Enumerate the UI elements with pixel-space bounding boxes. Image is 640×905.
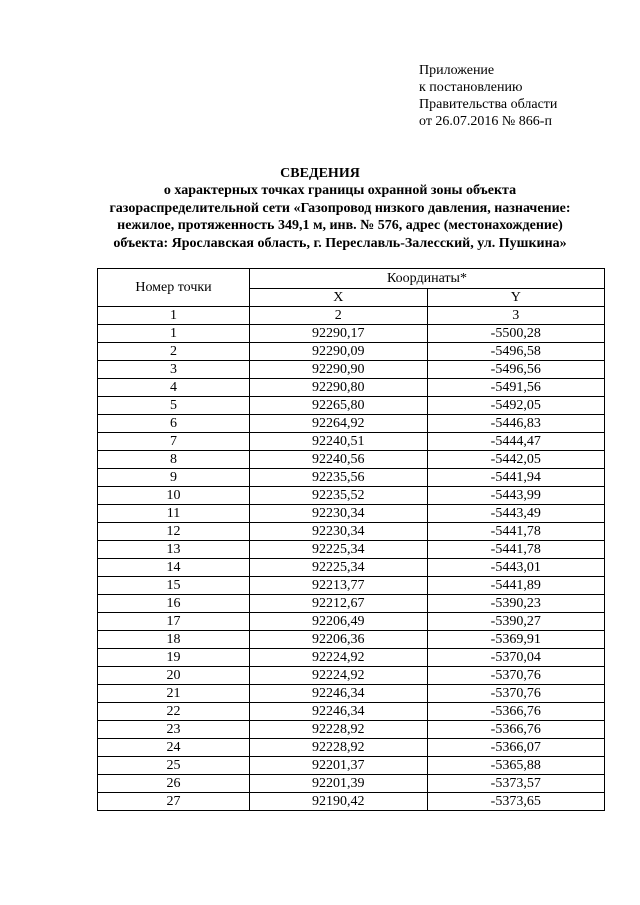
point-number-cell: 15 bbox=[98, 577, 250, 595]
x-coordinate-cell: 92235,52 bbox=[250, 487, 428, 505]
point-number-cell: 2 bbox=[98, 343, 250, 361]
x-coordinate-cell: 92201,39 bbox=[250, 775, 428, 793]
point-number-cell: 12 bbox=[98, 523, 250, 541]
y-coordinate-cell: -5366,76 bbox=[427, 703, 605, 721]
point-number-cell: 11 bbox=[98, 505, 250, 523]
y-coordinate-cell: -5444,47 bbox=[427, 433, 605, 451]
x-coordinate-cell: 92212,67 bbox=[250, 595, 428, 613]
y-coordinate-cell: -5366,07 bbox=[427, 739, 605, 757]
x-coordinate-cell: 92230,34 bbox=[250, 505, 428, 523]
point-number-cell: 13 bbox=[98, 541, 250, 559]
table-row bbox=[98, 595, 605, 613]
table-row bbox=[98, 379, 605, 397]
y-coordinate-cell: -5492,05 bbox=[427, 397, 605, 415]
table-row bbox=[98, 775, 605, 793]
x-coordinate-cell: 92290,80 bbox=[250, 379, 428, 397]
y-coordinate-cell: -5373,65 bbox=[427, 793, 605, 811]
y-coordinate-cell: -5369,91 bbox=[427, 631, 605, 649]
point-number-cell: 21 bbox=[98, 685, 250, 703]
column-number-row bbox=[98, 307, 605, 325]
table-row bbox=[98, 415, 605, 433]
table-row bbox=[98, 793, 605, 811]
y-coordinate-cell: -5441,94 bbox=[427, 469, 605, 487]
y-coordinate-cell: -5373,57 bbox=[427, 775, 605, 793]
point-number-cell: 6 bbox=[98, 415, 250, 433]
table-row bbox=[98, 613, 605, 631]
point-number-cell: 14 bbox=[98, 559, 250, 577]
table-row bbox=[98, 343, 605, 361]
appendix-line: к постановлению bbox=[419, 80, 523, 95]
x-coordinate-cell: 92265,80 bbox=[250, 397, 428, 415]
subtitle-line: объекта: Ярославская область, г. Переславль-Залесский, ул. Пушкина» bbox=[113, 235, 567, 251]
x-coordinate-cell: 92290,17 bbox=[250, 325, 428, 343]
point-number-cell: 20 bbox=[98, 667, 250, 685]
x-coordinate-cell: 92246,34 bbox=[250, 703, 428, 721]
y-coordinate-cell: -5390,23 bbox=[427, 595, 605, 613]
document-subtitle bbox=[60, 182, 620, 252]
appendix-line: от 26.07.2016 № 866-п bbox=[419, 114, 552, 129]
point-number-cell: 1 bbox=[98, 325, 250, 343]
table-row bbox=[98, 523, 605, 541]
x-coordinate-cell: 92240,56 bbox=[250, 451, 428, 469]
table-row bbox=[98, 685, 605, 703]
y-coordinate-cell: -5390,27 bbox=[427, 613, 605, 631]
column-number: 3 bbox=[427, 307, 605, 325]
y-coordinate-cell: -5370,76 bbox=[427, 685, 605, 703]
header-x: X bbox=[250, 289, 428, 307]
x-coordinate-cell: 92225,34 bbox=[250, 541, 428, 559]
header-coordinates: Координаты* bbox=[250, 269, 605, 289]
point-number-cell: 4 bbox=[98, 379, 250, 397]
y-coordinate-cell: -5370,76 bbox=[427, 667, 605, 685]
point-number-cell: 9 bbox=[98, 469, 250, 487]
table-row bbox=[98, 559, 605, 577]
y-coordinate-cell: -5365,88 bbox=[427, 757, 605, 775]
x-coordinate-cell: 92228,92 bbox=[250, 739, 428, 757]
x-coordinate-cell: 92240,51 bbox=[250, 433, 428, 451]
y-coordinate-cell: -5370,04 bbox=[427, 649, 605, 667]
point-number-cell: 3 bbox=[98, 361, 250, 379]
x-coordinate-cell: 92190,42 bbox=[250, 793, 428, 811]
x-coordinate-cell: 92290,09 bbox=[250, 343, 428, 361]
point-number-cell: 25 bbox=[98, 757, 250, 775]
table-row bbox=[98, 667, 605, 685]
subtitle-line: газораспределительной сети «Газопровод низкого давления, назначение: bbox=[109, 200, 571, 216]
x-coordinate-cell: 92224,92 bbox=[250, 667, 428, 685]
table-row bbox=[98, 721, 605, 739]
x-coordinate-cell: 92224,92 bbox=[250, 649, 428, 667]
table-row bbox=[98, 433, 605, 451]
subtitle-line: о характерных точках границы охранной зоны объекта bbox=[163, 183, 517, 198]
point-number-cell: 8 bbox=[98, 451, 250, 469]
point-number-cell: 26 bbox=[98, 775, 250, 793]
y-coordinate-cell: -5441,89 bbox=[427, 577, 605, 595]
table-row bbox=[98, 631, 605, 649]
y-coordinate-cell: -5443,01 bbox=[427, 559, 605, 577]
x-coordinate-cell: 92213,77 bbox=[250, 577, 428, 595]
x-coordinate-cell: 92206,49 bbox=[250, 613, 428, 631]
x-coordinate-cell: 92235,56 bbox=[250, 469, 428, 487]
point-number-cell: 16 bbox=[98, 595, 250, 613]
y-coordinate-cell: -5446,83 bbox=[427, 415, 605, 433]
subtitle-line: нежилое, протяженность 349,1 м, инв. № 576, адрес (местонахождение) bbox=[117, 218, 563, 233]
point-number-cell: 22 bbox=[98, 703, 250, 721]
header-y: Y bbox=[427, 289, 605, 307]
point-number-cell: 19 bbox=[98, 649, 250, 667]
table-row bbox=[98, 541, 605, 559]
column-number: 2 bbox=[250, 307, 428, 325]
y-coordinate-cell: -5442,05 bbox=[427, 451, 605, 469]
table-row bbox=[98, 649, 605, 667]
appendix-line: Приложение bbox=[419, 63, 495, 78]
table-row bbox=[98, 361, 605, 379]
x-coordinate-cell: 92206,36 bbox=[250, 631, 428, 649]
point-number-cell: 7 bbox=[98, 433, 250, 451]
column-number: 1 bbox=[98, 307, 250, 325]
y-coordinate-cell: -5496,56 bbox=[427, 361, 605, 379]
y-coordinate-cell: -5496,58 bbox=[427, 343, 605, 361]
point-number-cell: 23 bbox=[98, 721, 250, 739]
table-row bbox=[98, 757, 605, 775]
y-coordinate-cell: -5491,56 bbox=[427, 379, 605, 397]
point-number-cell: 24 bbox=[98, 739, 250, 757]
table-row bbox=[98, 703, 605, 721]
document-title: СВЕДЕНИЯ bbox=[280, 166, 360, 181]
y-coordinate-cell: -5441,78 bbox=[427, 523, 605, 541]
y-coordinate-cell: -5366,76 bbox=[427, 721, 605, 739]
coordinates-table bbox=[97, 268, 605, 811]
x-coordinate-cell: 92264,92 bbox=[250, 415, 428, 433]
header-point-number: Номер точки bbox=[98, 269, 250, 307]
point-number-cell: 5 bbox=[98, 397, 250, 415]
x-coordinate-cell: 92228,92 bbox=[250, 721, 428, 739]
point-number-cell: 10 bbox=[98, 487, 250, 505]
x-coordinate-cell: 92230,34 bbox=[250, 523, 428, 541]
y-coordinate-cell: -5443,99 bbox=[427, 487, 605, 505]
x-coordinate-cell: 92201,37 bbox=[250, 757, 428, 775]
table-row bbox=[98, 505, 605, 523]
table-row bbox=[98, 577, 605, 595]
table-row bbox=[98, 451, 605, 469]
y-coordinate-cell: -5443,49 bbox=[427, 505, 605, 523]
table-row bbox=[98, 487, 605, 505]
x-coordinate-cell: 92290,90 bbox=[250, 361, 428, 379]
point-number-cell: 27 bbox=[98, 793, 250, 811]
table-row bbox=[98, 397, 605, 415]
table-row bbox=[98, 469, 605, 487]
appendix-line: Правительства области bbox=[419, 97, 558, 112]
y-coordinate-cell: -5500,28 bbox=[427, 325, 605, 343]
point-number-cell: 18 bbox=[98, 631, 250, 649]
y-coordinate-cell: -5441,78 bbox=[427, 541, 605, 559]
table-row bbox=[98, 325, 605, 343]
x-coordinate-cell: 92225,34 bbox=[250, 559, 428, 577]
point-number-cell: 17 bbox=[98, 613, 250, 631]
appendix-block bbox=[419, 62, 557, 130]
table-header-row bbox=[98, 269, 605, 289]
table-row bbox=[98, 739, 605, 757]
x-coordinate-cell: 92246,34 bbox=[250, 685, 428, 703]
